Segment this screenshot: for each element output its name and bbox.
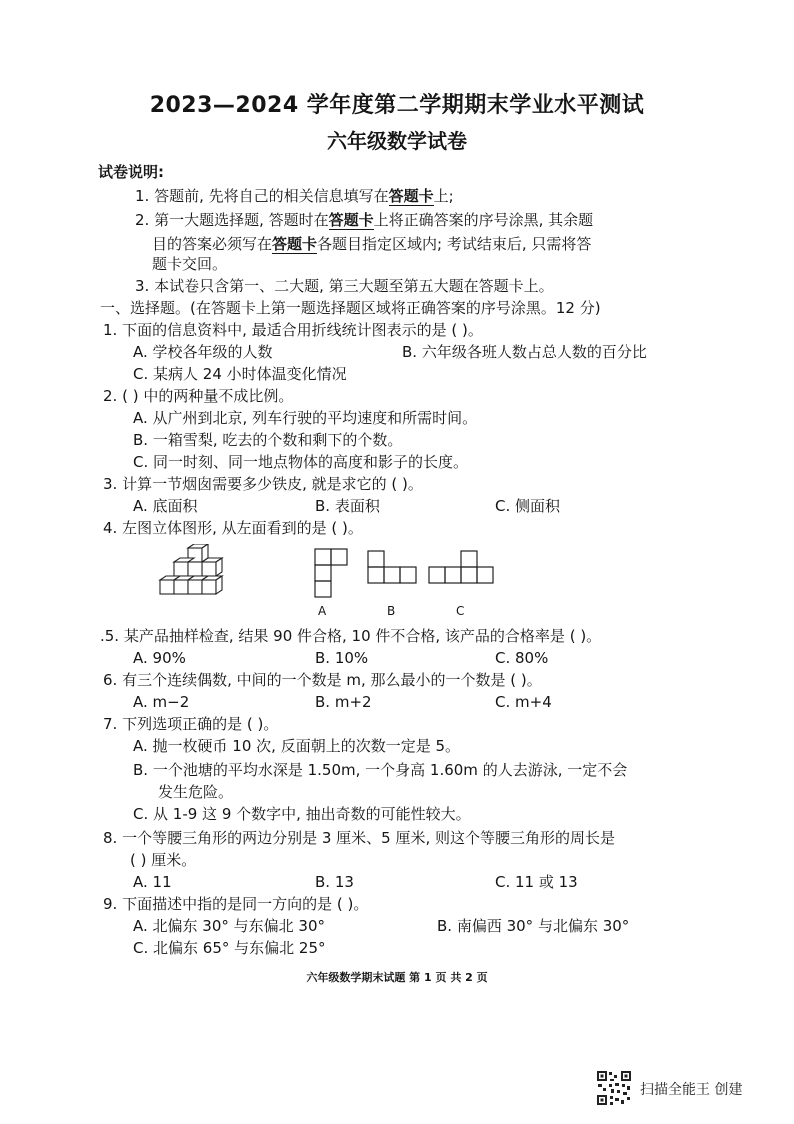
view-option-c-figure: [428, 550, 494, 584]
question-8-line1: 8. 一个等腰三角形的两边分别是 3 厘米、5 厘米, 则这个等腰三角形的周长是: [103, 829, 616, 847]
view-label-a: A: [318, 604, 327, 618]
q5-option-c: C. 80%: [495, 649, 549, 667]
scanner-watermark: 扫描全能王 创建: [640, 1082, 743, 1098]
view-label-b: B: [387, 604, 396, 618]
instruction-1-text-c: 上;: [433, 187, 454, 205]
answer-card-term: 答题卡: [388, 187, 434, 205]
q1-option-b: B. 六年级各班人数占总人数的百分比: [402, 343, 647, 361]
question-1: 1. 下面的信息资料中, 最适合用折线统计图表示的是 ( )。: [103, 321, 483, 339]
instruction-2-text-a: 2. 第一大题选择题, 答题时在: [135, 211, 329, 229]
q9-option-c: C. 北偏东 65° 与东偏北 25°: [133, 939, 326, 957]
exam-title: 2023—2024 学年度第二学期期末学业水平测试: [149, 93, 645, 118]
cube-stack-figure: [158, 544, 238, 602]
question-7: 7. 下列选项正确的是 ( )。: [103, 715, 279, 733]
section1-heading: 一、选择题。(在答题卡上第一题选择题区域将正确答案的序号涂黑。12 分): [100, 299, 601, 317]
question-4: 4. 左图立体图形, 从左面看到的是 ( )。: [103, 519, 363, 537]
question-3: 3. 计算一节烟囱需要多少铁皮, 就是求它的 ( )。: [103, 475, 423, 493]
q3-option-b: B. 表面积: [315, 497, 380, 515]
page-footer: 六年级数学期末试题 第 1 页 共 2 页: [306, 971, 488, 984]
q2-option-c: C. 同一时刻、同一地点物体的高度和影子的长度。: [133, 453, 469, 471]
q1-option-a: A. 学校各年级的人数: [133, 343, 273, 361]
q6-option-b: B. m+2: [315, 693, 372, 711]
q8-option-a: A. 11: [133, 873, 172, 891]
q3-option-c: C. 侧面积: [495, 497, 561, 515]
q1-option-c: C. 某病人 24 小时体温变化情况: [133, 365, 347, 383]
instructions-heading: 试卷说明:: [98, 163, 164, 181]
view-option-b-figure: [367, 550, 417, 584]
q5-option-a: A. 90%: [133, 649, 186, 667]
q8-option-b: B. 13: [315, 873, 354, 891]
question-5: .5. 某产品抽样检查, 结果 90 件合格, 10 件不合格, 该产品的合格率是 ( )。: [100, 627, 602, 645]
exam-subtitle: 六年级数学试卷: [327, 129, 467, 153]
qr-code-icon: [596, 1070, 632, 1106]
q6-option-c: C. m+4: [495, 693, 552, 711]
view-option-a-figure: [314, 548, 348, 600]
q8-option-c: C. 11 或 13: [495, 873, 578, 891]
q7-option-c: C. 从 1-9 这 9 个数字中, 抽出奇数的可能性较大。: [133, 805, 471, 823]
question-9: 9. 下面描述中指的是同一方向的是 ( )。: [103, 895, 369, 913]
q2-option-a: A. 从广州到北京, 列车行驶的平均速度和所需时间。: [133, 409, 478, 427]
instruction-1-text-a: 1. 答题前, 先将自己的相关信息填写在: [135, 187, 389, 205]
question-6: 6. 有三个连续偶数, 中间的一个数是 m, 那么最小的一个数是 ( )。: [103, 671, 542, 689]
q7-option-a: A. 抛一枚硬币 10 次, 反面朝上的次数一定是 5。: [133, 737, 461, 755]
q2-option-b: B. 一箱雪梨, 吃去的个数和剩下的个数。: [133, 431, 403, 449]
q3-option-a: A. 底面积: [133, 497, 198, 515]
instruction-2-line2: [152, 234, 591, 254]
q7-option-b-line2: 发生危险。: [158, 783, 234, 801]
instruction-2-text-f: 各题目指定区域内; 考试结束后, 只需将答: [317, 235, 592, 253]
q9-option-b: B. 南偏西 30° 与北偏东 30°: [437, 917, 630, 935]
instruction-3: 3. 本试卷只含第一、二大题, 第三大题至第五大题在答题卡上。: [135, 277, 554, 295]
q6-option-a: A. m−2: [133, 693, 190, 711]
instruction-2-line1: [135, 210, 593, 230]
instruction-1: [135, 186, 454, 206]
view-label-c: C: [456, 604, 465, 618]
q9-option-a: A. 北偏东 30° 与东偏北 30°: [133, 917, 326, 935]
instruction-2-line3: 题卡交回。: [152, 255, 228, 273]
q7-option-b-line1: B. 一个池塘的平均水深是 1.50m, 一个身高 1.60m 的人去游泳, 一定不会: [133, 761, 628, 779]
question-2: 2. ( ) 中的两种量不成比例。: [103, 387, 294, 405]
instruction-2-text-d: 目的答案必须写在: [152, 235, 273, 253]
instruction-2-text-c: 上将正确答案的序号涂黑, 其余题: [373, 211, 594, 229]
answer-card-term: 答题卡: [328, 211, 374, 229]
answer-card-term: 答题卡: [272, 235, 318, 253]
q5-option-b: B. 10%: [315, 649, 369, 667]
question-8-line2: ( ) 厘米。: [130, 851, 197, 869]
